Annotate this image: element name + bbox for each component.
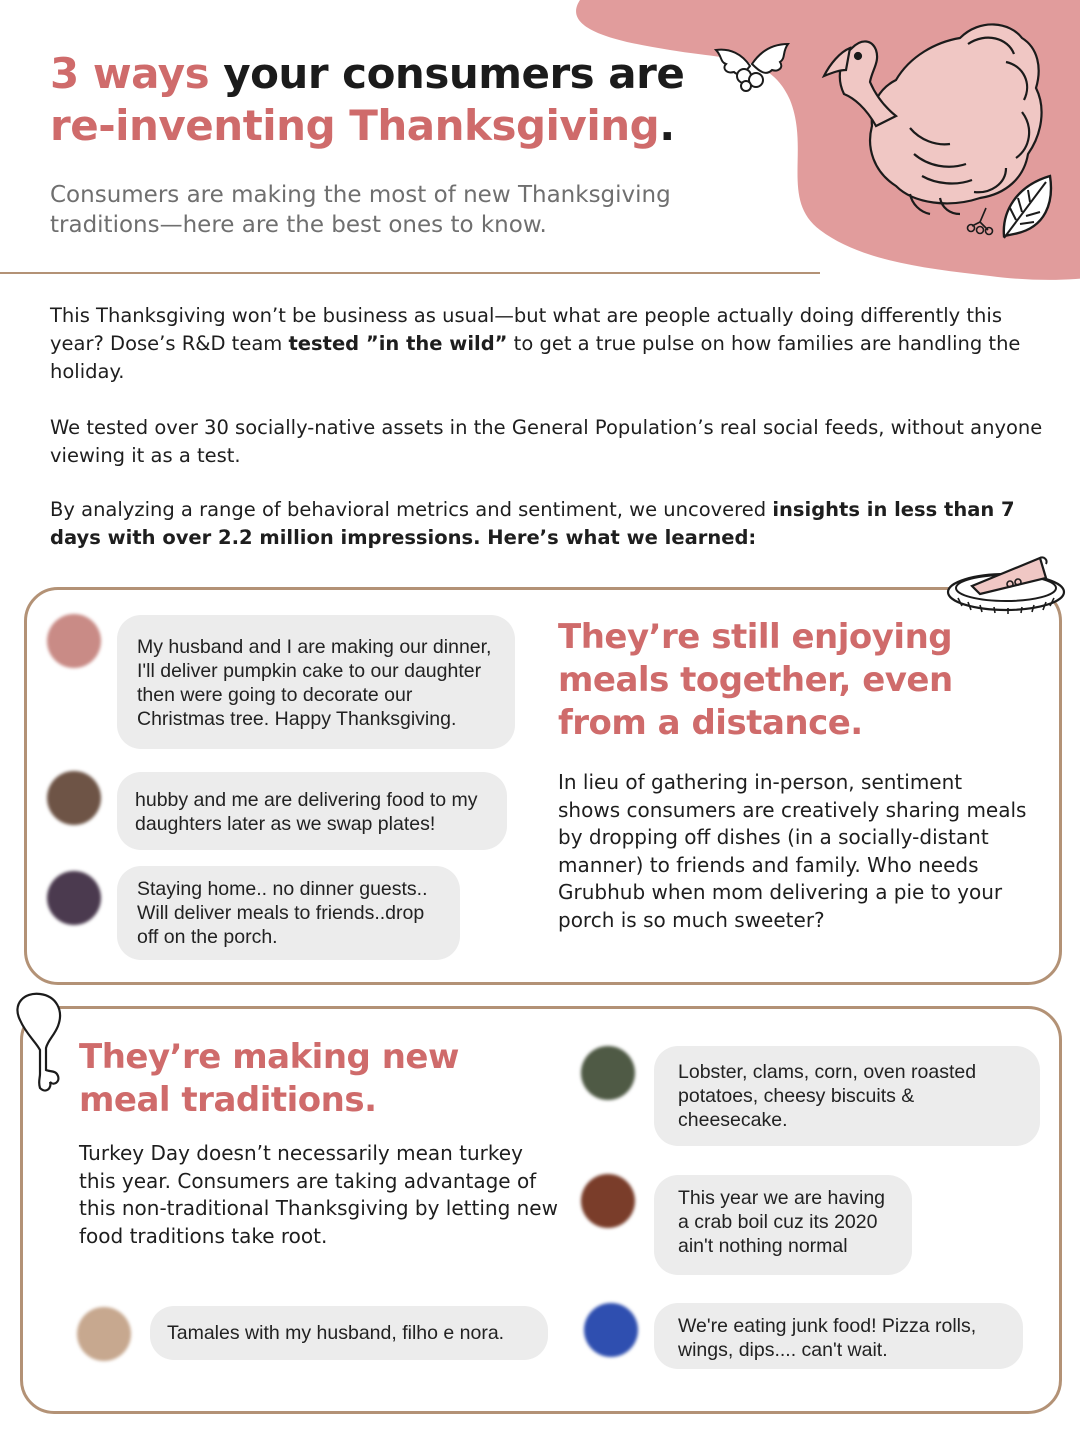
intro-bold: insights in less than 7 days with over 2.2 million impressions. Here’s what we learned: bbox=[50, 498, 1015, 549]
page-title bbox=[50, 48, 750, 152]
section-2-heading: They’re making new meal traditions. bbox=[79, 1037, 459, 1120]
avatar bbox=[581, 1174, 635, 1228]
comment-text: This year we are having a crab boil cuz its 2020 ain't nothing normal bbox=[678, 1187, 886, 1257]
avatar bbox=[47, 614, 101, 668]
intro-paragraph-2: We tested over 30 socially-native assets in the General Population’s real social feeds, without anyone viewing it as a test. bbox=[50, 416, 1043, 467]
intro-paragraph-3 bbox=[50, 496, 1050, 552]
comment-text: Tamales with my husband, filho e nora. bbox=[167, 1322, 505, 1344]
title-text: your consumers are bbox=[209, 49, 685, 98]
comment-text: Staying home.. no dinner guests.. Will deliver meals to friends..drop off on the porch. bbox=[137, 878, 428, 948]
comment-bubble bbox=[654, 1303, 1023, 1369]
intro-bold: tested ”in the wild” bbox=[288, 332, 508, 355]
leaf-icon bbox=[996, 172, 1058, 242]
comment-bubble bbox=[117, 615, 515, 749]
comment-text: My husband and I are making our dinner, I'll deliver pumpkin cake to our daughter then were going to decorate our Christmas tree. Happy Thanksgiving. bbox=[137, 636, 492, 730]
intro-text: This Thanksgiving won’t be business as usual—but what are people actually doing differently this year? Dose’s R&D team bbox=[50, 304, 1002, 355]
title-highlight: 3 ways bbox=[50, 49, 210, 98]
avatar bbox=[77, 1307, 131, 1361]
comment-bubble bbox=[654, 1175, 912, 1275]
drumstick-icon bbox=[10, 990, 72, 1096]
comment-text: Lobster, clams, corn, oven roasted potatoes, cheesy biscuits & cheesecake. bbox=[678, 1061, 977, 1131]
comment-bubble bbox=[117, 866, 460, 960]
title-highlight: re-inventing Thanksgiving bbox=[50, 101, 660, 150]
title-text: . bbox=[659, 101, 675, 150]
comment-bubble bbox=[117, 772, 507, 850]
comment-bubble bbox=[654, 1046, 1040, 1146]
comment-bubble bbox=[150, 1306, 548, 1360]
intro-text: to get a true pulse on how families are handling the holiday. bbox=[50, 332, 1021, 383]
section-1-body: In lieu of gathering in-person, sentiment shows consumers are creatively sharing meals by dropping off dishes (in a socially-distant manner) to friends and family. Who needs Grubhub when mom delivering a pie to your porch is so much sweeter? bbox=[558, 770, 1027, 932]
intro-paragraph-1 bbox=[50, 302, 1050, 386]
avatar bbox=[584, 1303, 638, 1357]
section-2-body: Turkey Day doesn’t necessarily mean turkey this year. Consumers are taking advantage of this non-traditional Thanksgiving by letting new food traditions take root. bbox=[79, 1141, 558, 1248]
comment-text: We're eating junk food! Pizza rolls, wings, dips.... can't wait. bbox=[678, 1315, 977, 1361]
pie-icon bbox=[944, 548, 1068, 614]
berries-icon bbox=[964, 204, 998, 236]
avatar bbox=[581, 1046, 635, 1100]
header-divider bbox=[0, 272, 820, 274]
comment-text: hubby and me are delivering food to my daughters later as we swap plates! bbox=[135, 789, 478, 835]
intro-text: By analyzing a range of behavioral metrics and sentiment, we uncovered bbox=[50, 498, 773, 521]
avatar bbox=[47, 771, 101, 825]
section-1-heading: They’re still enjoying meals together, even from a distance. bbox=[558, 617, 953, 743]
avatar bbox=[47, 871, 101, 925]
page-subtitle: Consumers are making the most of new Thanksgiving traditions—here are the best ones to know. bbox=[50, 182, 671, 238]
